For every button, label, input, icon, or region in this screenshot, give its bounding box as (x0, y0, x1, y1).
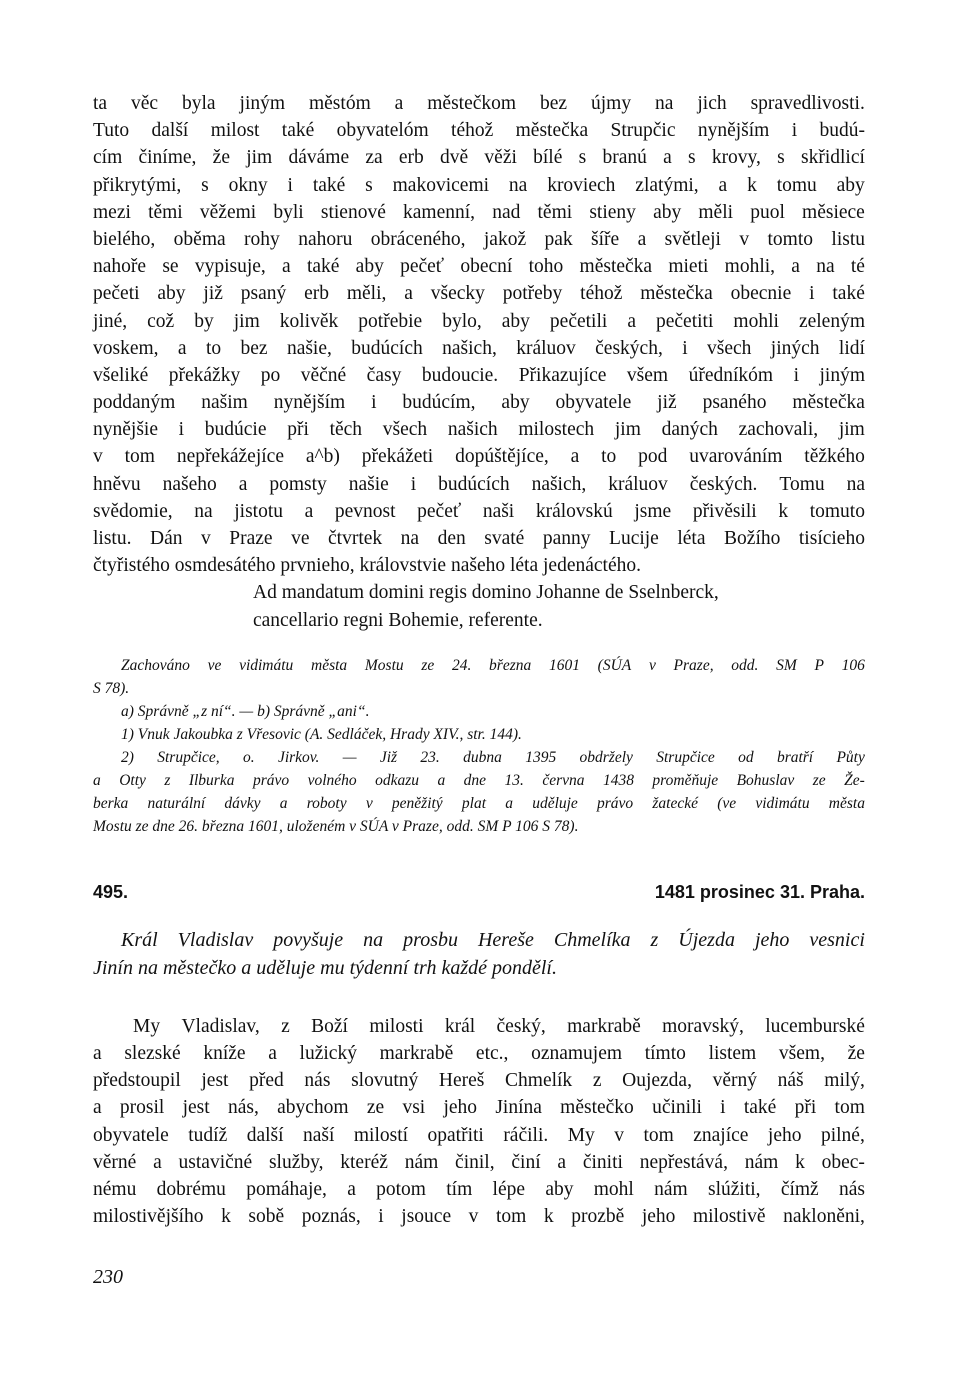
source-note (93, 654, 865, 700)
body_lines-line: bieléhо, oběma rohy nahoru obráceného, jakož pak šíře a světleji v tomto listu (93, 228, 865, 250)
signoff-line: Ad mandatum domini regis domino Johanne de Sselnberck, (253, 582, 719, 604)
body_lines-line: mezi těmi věžemi byli stienové kamenní, nad těmi stieny aby měli puol měsiece (93, 201, 865, 223)
document-body-495 (93, 1013, 865, 1231)
footnote-2 (93, 746, 865, 838)
body_lines-line: pečeti aby již psaný erb měli, a všecky potřeby téhož městečka obecnie i také (93, 283, 865, 305)
body2_lines-line: předstoupil jest před nás slovutný Hereš Chmelík z Oujezda, věrný náš milý, (93, 1070, 865, 1092)
body_lines-line: hněvu našeho a pomsty našie i budúcích našich, králuov českých. Tomu na (93, 473, 865, 495)
document-number: 495. (93, 881, 129, 902)
document-body-494 (93, 90, 865, 579)
body2_lines-line: My Vladislav, z Boží milosti král český, markrabě moravský, lucemburské (133, 1015, 865, 1037)
page-number: 230 (93, 1266, 123, 1288)
note_2_lines-line: berka naturální dávky a roboty v peněžitý plat a uděluje právo žatecké (ve vidimátu města (93, 794, 865, 812)
footnote-1: 1) Vnuk Jakoubka z Vřesovic (A. Sedláček, Hrady XIV., str. 144). (121, 725, 522, 743)
body_lines-line: cím činíme, že jim dáváme za erb dvě věži bílé s branú a s krovy, s skřidlicí (93, 147, 865, 169)
document-heading (93, 878, 865, 906)
body_lines-line: v tom nepřekážejíce a^b) překážeti dopúštějíce, a to pod uvarováním těžkého (93, 446, 865, 468)
body2_lines-line: a slezské kníže a lužický markrabě etc., oznamujem tímto listem všem, že (93, 1042, 865, 1064)
source_lines-line: S 78). (93, 679, 130, 697)
body2_lines-line: a prosil jest nás, abychom ze vsi jeho Jinína městečko učinili i také při tom (93, 1097, 865, 1119)
source_lines-line: Zachováno ve vidimátu města Mostu ze 24. března 1601 (SÚA v Praze, odd. SM P 106 (121, 656, 865, 674)
body_lines-line: svědomie, na jistotu a pevnost pečeť naši královskú jsme přivěsili k tomuto (93, 500, 865, 522)
regest (93, 926, 865, 982)
body_lines-line: přikrytými, s okny i také s makovicemi na kroviech zlatými, a k tomu aby (93, 174, 865, 196)
body_lines-line: jiné, což by jim kolivěk potřebie bylo, aby pečetili a pečetiti mohli zeleným (93, 310, 865, 332)
body2_lines-line: obyvatele tudíž další naší milostí opatřiti ráčili. My v tom znajíce jeho pilné, (93, 1124, 865, 1146)
body2_lines-line: milostivějšího k sobě poznás, i jsouce v tom k prozbě jeho milostivě nakloněni, (93, 1206, 865, 1228)
signoff-line: cancellario regni Bohemie, referente. (253, 609, 543, 631)
body_lines-line: voskem, a to bez našie, budúcích našich, králuov českých, i všech jiných lidí (93, 337, 865, 359)
note_2_lines-line: a Otty z Ilburka právo volného odkazu a dne 13. června 1438 proměňuje Bohuslav ze Že- (93, 771, 865, 789)
body_lines-line: čtyřistého osmdesátého prvnieho, královstvie našeho léta jedenáctého. (93, 555, 641, 577)
textual-note-ab: a) Správně „z ní“. — b) Správně „ani“. (121, 702, 370, 720)
note_2_lines-line: 2) Strupčice, o. Jirkov. — Již 23. dubna 1395 obdržely Strupčice od bratří Půty (121, 748, 865, 766)
body_lines-line: ta věc byla jiným městóm a městečkom bez újmy na jich spravedlivosti. (93, 93, 865, 114)
document-date: 1481 prosinec 31. Praha. (654, 881, 865, 902)
body_lines-line: Tuto další milost také obyvatelóm téhož městečka Strupčic nynějším i budú- (93, 120, 865, 142)
body_lines-line: poddaným našim nynějším i budúcím, aby obyvatele již psaného městečka (93, 392, 865, 414)
note_2_lines-line: Mostu ze dne 26. března 1601, uloženém v SÚA v Praze, odd. SM P 106 S 78). (93, 817, 579, 835)
body_lines-line: nahoře se vypisuje, a také aby pečeť obecní toho městečka mieti mohli, a na té (93, 256, 865, 278)
body2_lines-line: nému dobrému pomáhaje, a potom tím lépe aby mohl nám slúžiti, čímž nás (93, 1178, 865, 1200)
body_lines-line: všeliké překážky po věčné časy budoucie. Přikazujíce všem úředníkóm i jiným (93, 364, 865, 386)
body_lines-line: nynějšie i budúcie při těch všech našich milostech jim daných zachovali, jim (93, 419, 865, 441)
page-content (93, 90, 865, 1230)
signoff (93, 579, 865, 633)
regest_lines-line: Jinín na městečko a uděluje mu týdenní trh každé pondělí. (93, 956, 557, 979)
body2_lines-line: věrné a ustavičné služby, kteréž nám činil, činí a činiti nepřestává, nám k obec- (93, 1151, 865, 1173)
body_lines-line: listu. Dán v Praze ve čtvrtek na den svaté panny Lucije léta Božího tisícieho (93, 528, 865, 549)
regest_lines-line: Král Vladislav povyšuje na prosbu Hereše Chmelíka z Újezda jeho vesnici (121, 928, 865, 951)
